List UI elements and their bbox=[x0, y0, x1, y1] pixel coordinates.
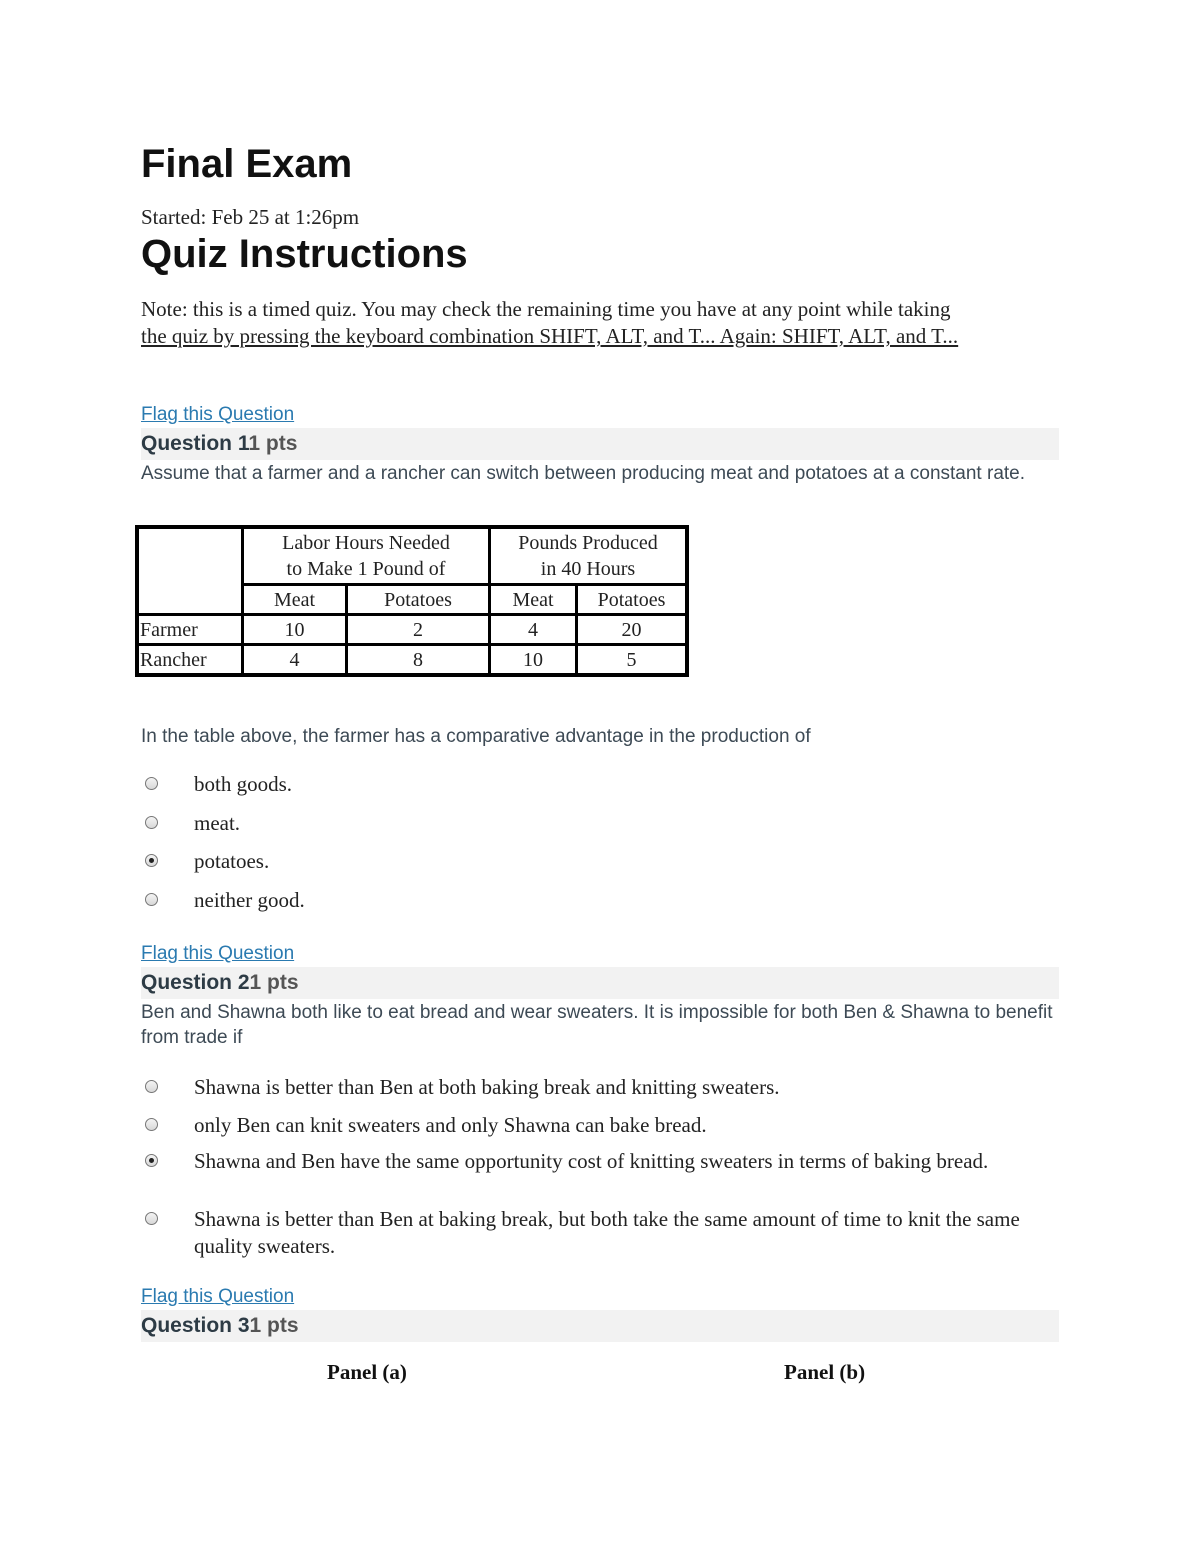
table-row bbox=[137, 645, 687, 676]
question-3-points: 1 pts bbox=[249, 1314, 299, 1337]
row-label-rancher: Rancher bbox=[137, 645, 243, 676]
question-3-header bbox=[141, 1310, 1059, 1342]
question-1-points: 1 pts bbox=[248, 432, 298, 455]
option-label: only Ben can knit sweaters and only Shawna can bake bread. bbox=[194, 1113, 707, 1137]
note-line-1: Note: this is a timed quiz. You may check the remaining time you have at any point while taking bbox=[141, 297, 951, 321]
option-label: Shawna and Ben have the same opportunity cost of knitting sweaters in terms of baking bread. bbox=[194, 1149, 989, 1173]
question-2-points: 1 pts bbox=[249, 971, 299, 994]
radio-button[interactable] bbox=[145, 1080, 158, 1093]
flag-question-2-link[interactable]: Flag this Question bbox=[141, 943, 295, 964]
question-1-text: Assume that a farmer and a rancher can switch between producing meat and potatoes at a constant rate. bbox=[141, 463, 1026, 484]
radio-button[interactable] bbox=[145, 893, 158, 906]
instructions-note bbox=[141, 296, 1059, 350]
option-label: potatoes. bbox=[194, 849, 270, 873]
option-label: Shawna is better than Ben at both baking break and knitting sweaters. bbox=[194, 1075, 780, 1099]
table-cell: 8 bbox=[347, 645, 490, 676]
option-label: neither good. bbox=[194, 888, 305, 912]
labor-hours-header: Labor Hours Needed to Make 1 Pound of bbox=[243, 527, 490, 585]
question-2-number: Question 2 bbox=[141, 971, 250, 994]
table-cell: 10 bbox=[490, 645, 577, 676]
table-cell: 2 bbox=[347, 615, 490, 645]
table-cell: 5 bbox=[577, 645, 688, 676]
radio-button[interactable] bbox=[145, 1212, 158, 1225]
flag-question-3-link[interactable]: Flag this Question bbox=[141, 1286, 295, 1307]
question-2-text: Ben and Shawna both like to eat bread and wear sweaters. It is impossible for both Ben & Shawna to benefit from trade if bbox=[141, 1002, 1053, 1048]
option-label: meat. bbox=[194, 811, 241, 835]
table-cell: 4 bbox=[243, 645, 347, 676]
table-cell: 20 bbox=[577, 615, 688, 645]
question-1-prompt: In the table above, the farmer has a comparative advantage in the production of bbox=[141, 726, 811, 747]
option-label: Shawna is better than Ben at baking break, but both take the same amount of time to knit the same quality sweaters. bbox=[194, 1207, 1020, 1258]
radio-button[interactable] bbox=[145, 816, 158, 829]
note-line-2: the quiz by pressing the keyboard combination SHIFT, ALT, and T... Again: SHIFT, ALT, and T... bbox=[141, 324, 959, 348]
question-1-number: Question 1 bbox=[141, 432, 249, 455]
instructions-title: Quiz Instructions bbox=[141, 232, 468, 276]
production-table bbox=[135, 525, 689, 677]
subheader-meat-hours: Meat bbox=[243, 585, 347, 615]
option-label: both goods. bbox=[194, 772, 293, 796]
radio-button-selected[interactable] bbox=[145, 1154, 158, 1167]
radio-button-selected[interactable] bbox=[145, 854, 158, 867]
radio-button[interactable] bbox=[145, 777, 158, 790]
radio-button[interactable] bbox=[145, 1118, 158, 1131]
question-2-header bbox=[141, 967, 1059, 999]
row-label-farmer: Farmer bbox=[137, 615, 243, 645]
table-corner-cell bbox=[137, 527, 243, 615]
table-cell: 4 bbox=[490, 615, 577, 645]
table-row bbox=[137, 615, 687, 645]
table-cell: 10 bbox=[243, 615, 347, 645]
question-1-header bbox=[141, 428, 1059, 460]
subheader-potatoes-hours: Potatoes bbox=[347, 585, 490, 615]
started-timestamp: Started: Feb 25 at 1:26pm bbox=[141, 205, 360, 229]
pounds-produced-header: Pounds Produced in 40 Hours bbox=[490, 527, 688, 585]
panel-a-label: Panel (a) bbox=[327, 1360, 407, 1384]
subheader-meat-pounds: Meat bbox=[490, 585, 577, 615]
flag-question-1-link[interactable]: Flag this Question bbox=[141, 404, 295, 425]
question-3-number: Question 3 bbox=[141, 1314, 250, 1337]
subheader-potatoes-pounds: Potatoes bbox=[577, 585, 688, 615]
page-title: Final Exam bbox=[141, 142, 353, 186]
panel-b-label: Panel (b) bbox=[784, 1360, 866, 1384]
